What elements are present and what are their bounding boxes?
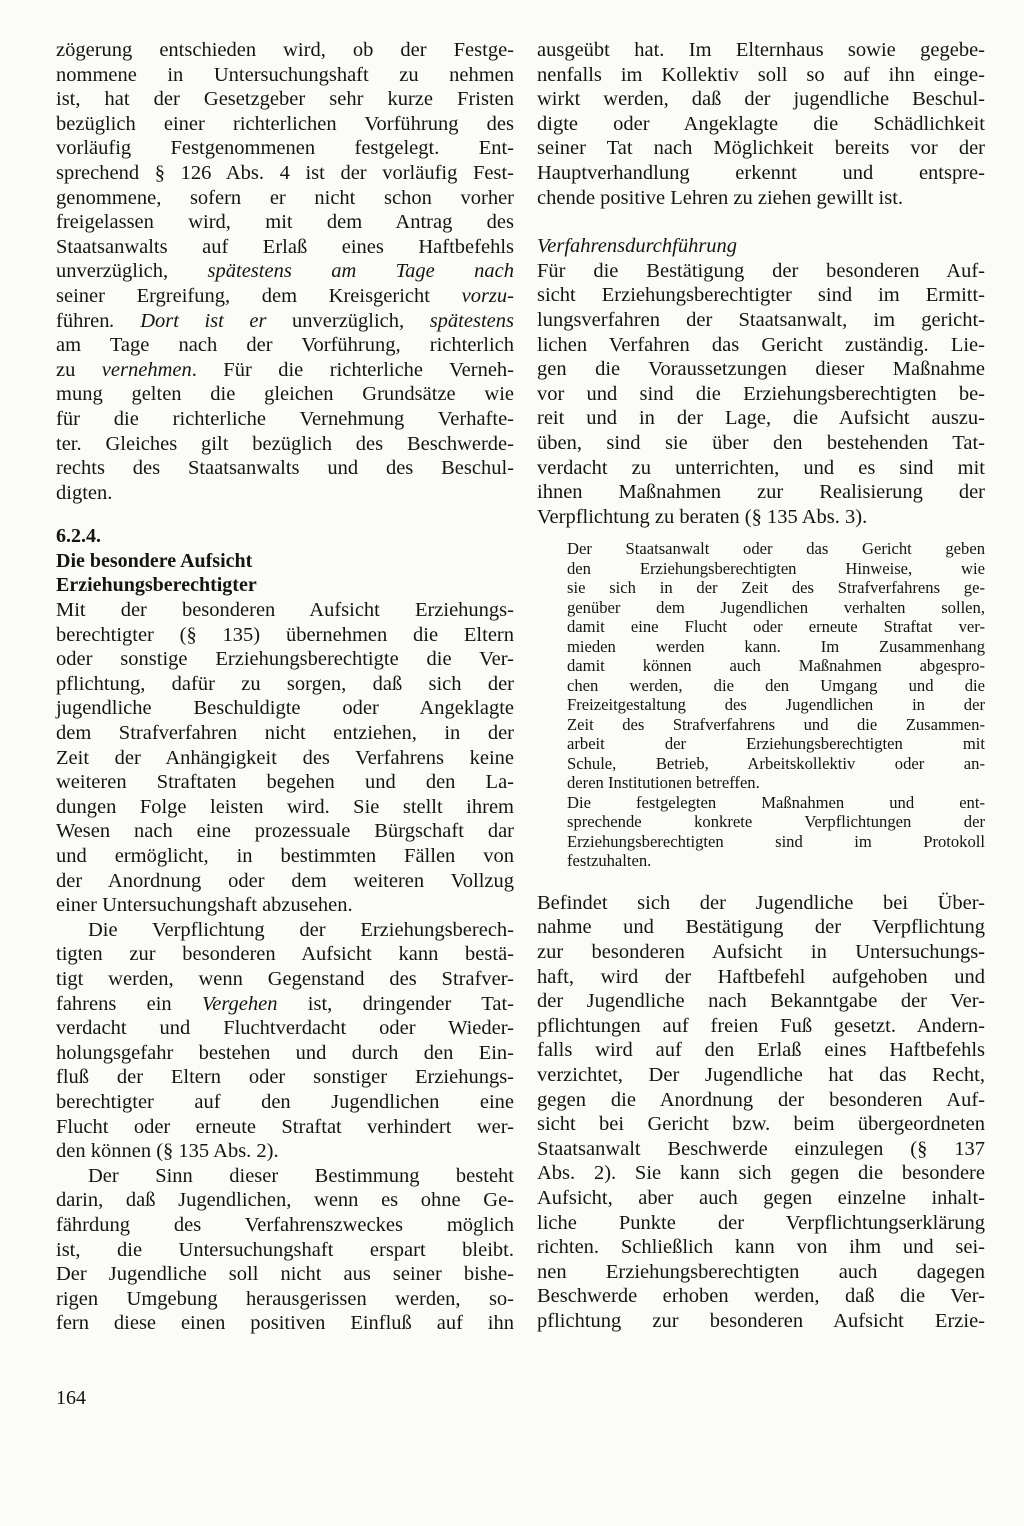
- text-line: der Anordnung oder dem weiteren Vollzug: [56, 869, 514, 892]
- text-line: [56, 284, 514, 309]
- paragraph: [537, 38, 985, 210]
- text-line: Wesen nach eine prozessuale Bürgschaft dar: [56, 820, 514, 843]
- text-line: [56, 358, 514, 383]
- text-line: verdacht zu unterrichten, und es sind mit: [537, 456, 985, 479]
- text-line: Die Verpflichtung der Erziehungsberech-: [88, 918, 514, 941]
- text-line: tigten zur besonderen Aufsicht kann bestä-: [56, 943, 514, 966]
- text-line: lichen Verfahren das Gericht zuständig. Lie-: [537, 333, 985, 356]
- text-line: Staatsanwalts auf Erlaß eines Haftbefehls: [56, 235, 514, 258]
- text-line: Beschwerde erhoben werden, daß die Ver-: [537, 1285, 985, 1308]
- text-line: arbeit der Erziehungsberechtigten mit: [567, 734, 985, 754]
- text-line: rechts des Staatsanwalts und des Beschul-: [56, 457, 514, 480]
- text-line: wirkt werden, daß der jugendliche Beschul-: [537, 88, 985, 111]
- text-segment: . Für die richterliche Verneh-: [191, 358, 514, 381]
- text-line: falls wird auf den Erlaß eines Haftbefehls: [537, 1039, 985, 1062]
- text-line: sprechend § 126 Abs. 4 ist der vorläufig Fest-: [56, 161, 514, 184]
- text-line: fluß der Eltern oder sonstiger Erziehungs-: [56, 1066, 514, 1089]
- text-line: chende positive Lehren zu ziehen gewillt ist.: [537, 186, 904, 209]
- text-line: Verpflichtung zu beraten (§ 135 Abs. 3).: [537, 505, 868, 528]
- note-block: [537, 539, 985, 871]
- paragraph: [56, 918, 514, 1164]
- text-line: darin, daß Jugendlichen, wenn es ohne Ge-: [56, 1189, 514, 1212]
- text-line: [56, 992, 514, 1017]
- text-line: Der Staatsanwalt oder das Gericht geben: [567, 539, 985, 559]
- text-segment: zu: [56, 358, 102, 381]
- text-line: berechtigter (§ 135) übernehmen die Eltern: [56, 623, 514, 646]
- text-line: fährdung des Verfahrenszweckes möglich: [56, 1213, 514, 1236]
- text-line: nahme und Bestätigung der Verpflichtung: [537, 916, 985, 939]
- text-line: vorläufig Festgenommenen festgelegt. Ent-: [56, 137, 514, 160]
- text-line: Der Jugendliche soll nicht aus seiner bishe-: [56, 1263, 514, 1286]
- emphasis: . Dort ist er: [109, 309, 293, 332]
- section-title-line-1: Die besondere Aufsicht: [56, 549, 253, 572]
- text-line: Flucht oder erneute Straftat verhindert wer-: [56, 1115, 514, 1138]
- text-line: Freizeitgestaltung des Jugendlichen in der: [567, 695, 985, 715]
- text-line: bezüglich einer richterlichen Vorführung des: [56, 112, 514, 135]
- text-line: Erziehungsberechtigten sind im Protokoll: [567, 831, 985, 851]
- text-line: festzuhalten.: [567, 851, 652, 871]
- text-line: der Jugendliche nach Bekanntgabe der Ver-: [537, 990, 985, 1013]
- text-line: sprechende konkrete Verpflichtungen der: [567, 812, 985, 832]
- text-line: sicht bei Gericht bzw. beim übergeordneten: [537, 1113, 985, 1136]
- text-line: damit können auch Maßnahmen abgespro-: [567, 656, 985, 676]
- text-line: chen werden, die den Umgang und die: [567, 675, 985, 695]
- text-line: verzichtet, Der Jugendliche hat das Recht,: [537, 1063, 985, 1086]
- paragraph: [56, 598, 514, 918]
- text-line: lungsverfahren der Staatsanwalt, im gericht-: [537, 308, 985, 331]
- text-line: Abs. 2). Sie kann sich gegen die besondere: [537, 1162, 985, 1185]
- text-line: weiteren Straftaten begehen und den La-: [56, 771, 514, 794]
- text-segment: unverzüglich: [56, 260, 164, 283]
- right-column: [537, 38, 985, 1333]
- text-line: tigt werden, wenn Gegenstand des Strafver-: [56, 967, 514, 990]
- text-line: mieden werden kann. Im Zusammenhang: [567, 636, 985, 656]
- text-line: mung gelten die gleichen Grundsätze wie: [56, 383, 514, 406]
- text-line: freigelassen wird, mit dem Antrag des: [56, 211, 514, 234]
- text-line: Der Sinn dieser Bestimmung besteht: [88, 1164, 514, 1187]
- text-line: Mit der besonderen Aufsicht Erziehungs-: [56, 599, 514, 622]
- text-line: nen Erziehungsberechtigten auch dagegen: [537, 1260, 985, 1283]
- text-line: Schule, Betrieb, Arbeitskollektiv oder an-: [567, 753, 985, 773]
- emphasis: vorzu-: [461, 284, 514, 307]
- text-segment: seiner Ergreifung, dem Kreisgericht: [56, 284, 462, 307]
- text-line: dungen Folge leisten wird. Sie stellt ihrem: [56, 795, 514, 818]
- text-line: berechtigter auf den Jugendlichen eine: [56, 1090, 514, 1113]
- text-line: haft, wird der Haftbefehl aufgehoben und: [537, 965, 985, 988]
- text-line: Zeit der Anhängigkeit des Verfahrens keine: [56, 746, 514, 769]
- text-line: reit und in der Lage, die Aufsicht auszu-: [537, 407, 985, 430]
- text-line: damit eine Flucht oder erneute Straftat ver-: [567, 617, 985, 637]
- text-line: Zeit des Strafverfahrens und die Zusammen-: [567, 714, 985, 734]
- text-line: Befindet sich der Jugendliche bei Über-: [537, 891, 985, 914]
- text-line: gen die Voraussetzungen dieser Maßnahme: [537, 358, 985, 381]
- text-line: richten. Schließlich kann von ihm und sei-: [537, 1236, 985, 1259]
- text-line: rigen Umgebung herausgerissen werden, so-: [56, 1287, 514, 1310]
- emphasis: , spätestens: [399, 309, 514, 332]
- text-line: am Tage nach der Vorführung, richterlich: [56, 334, 514, 357]
- section-number: 6.2.4.: [56, 525, 101, 548]
- paragraph: [56, 38, 514, 505]
- text-line: Für die Bestätigung der besonderen Auf-: [537, 259, 985, 282]
- text-line: zur besonderen Aufsicht in Untersuchungs-: [537, 940, 985, 963]
- emphasis: , spätestens am Tage nach: [163, 260, 514, 283]
- text-line: für die richterliche Vernehmung Verhafte-: [56, 407, 514, 430]
- paragraph: [537, 891, 985, 1334]
- text-line: pflichtung, dafür zu sorgen, daß sich der: [56, 672, 514, 695]
- text-line: digten.: [56, 481, 113, 504]
- text-line: den Erziehungsberechtigten Hinweise, wie: [567, 558, 985, 578]
- text-line: Hauptverhandlung erkennt und entspre-: [537, 161, 985, 184]
- text-line: pflichtung zur besonderen Aufsicht Erzie-: [537, 1309, 985, 1332]
- text-segment: führen: [56, 309, 110, 332]
- subheading: Verfahrensdurchführung: [537, 235, 738, 258]
- text-line: Aufsicht, aber auch gegen einzelne inhalt-: [537, 1186, 985, 1209]
- page-number: 164: [56, 1387, 86, 1409]
- text-line: [56, 309, 514, 334]
- text-line: den können (§ 135 Abs. 2).: [56, 1140, 279, 1163]
- text-line: zögerung entschieden wird, ob der Festge-: [56, 39, 514, 61]
- text-line: ist, die Untersuchungshaft erspart bleibt.: [56, 1238, 514, 1261]
- text-line: digte oder Angeklagte die Schädlichkeit: [537, 112, 985, 135]
- text-line: ter. Gleiches gilt bezüglich des Beschwerde-: [56, 432, 514, 455]
- text-line: einer Untersuchungshaft abzusehen.: [56, 894, 353, 917]
- text-line: ist, hat der Gesetzgeber sehr kurze Fristen: [56, 88, 514, 111]
- text-line: seiner Tat nach Möglichkeit bereits vor der: [537, 137, 985, 160]
- emphasis: vernehmen: [101, 358, 192, 381]
- text-line: sicht Erziehungsberechtigter sind im Ermitt-: [537, 284, 985, 307]
- paragraph: [537, 259, 985, 530]
- emphasis: Vergehen: [201, 992, 278, 1015]
- text-line: Staatsanwalt Beschwerde einzulegen (§ 137: [537, 1137, 985, 1160]
- text-line: dem Strafverfahren nicht entziehen, in der: [56, 722, 514, 745]
- text-line: Die festgelegten Maßnahmen und ent-: [567, 792, 985, 812]
- text-line: ihnen Maßnahmen zur Realisierung der: [537, 481, 985, 504]
- text-line: verdacht und Fluchtverdacht oder Wieder-: [56, 1017, 514, 1040]
- text-line: oder sonstige Erziehungsberechtigte die Ver-: [56, 648, 514, 671]
- text-line: gegen die Anordnung der besonderen Auf-: [537, 1088, 985, 1111]
- text-line: [56, 259, 514, 284]
- text-line: pflichtungen auf freien Fuß gesetzt. Andern-: [537, 1014, 985, 1037]
- text-segment: unverzüglich: [292, 309, 400, 332]
- text-line: ausgeübt hat. Im Elternhaus sowie gegebe-: [537, 39, 985, 61]
- text-segment: ist, dringender Tat-: [277, 992, 514, 1015]
- text-line: liche Punkte der Verpflichtungserklärung: [537, 1211, 985, 1234]
- left-column: [56, 38, 514, 1336]
- section-title-line-2: Erziehungsberechtigter: [56, 574, 257, 597]
- text-line: üben, sind sie über den bestehenden Tat-: [537, 431, 985, 454]
- text-segment: fahrens ein: [56, 992, 202, 1015]
- text-line: nommene in Untersuchungshaft zu nehmen: [56, 63, 514, 86]
- paragraph: [56, 1164, 514, 1336]
- text-line: vor und sind die Erziehungsberechtigten be-: [537, 382, 985, 405]
- text-line: holungsgefahr bestehen und durch den Ein-: [56, 1041, 514, 1064]
- text-line: nenfalls im Kollektiv soll so auf ihn einge-: [537, 63, 985, 86]
- text-line: sie sich in der Zeit des Strafverfahrens ge-: [567, 578, 985, 598]
- text-line: genüber dem Jugendlichen verhalten sollen,: [567, 597, 985, 617]
- text-line: und ermöglicht, in bestimmten Fällen von: [56, 845, 514, 867]
- text-line: genommene, sofern er nicht schon vorher: [56, 186, 514, 209]
- text-line: fern diese einen positiven Einfluß auf ihn: [56, 1312, 514, 1335]
- text-line: jugendliche Beschuldigte oder Angeklagte: [56, 697, 514, 720]
- text-line: deren Institutionen betreffen.: [567, 773, 760, 793]
